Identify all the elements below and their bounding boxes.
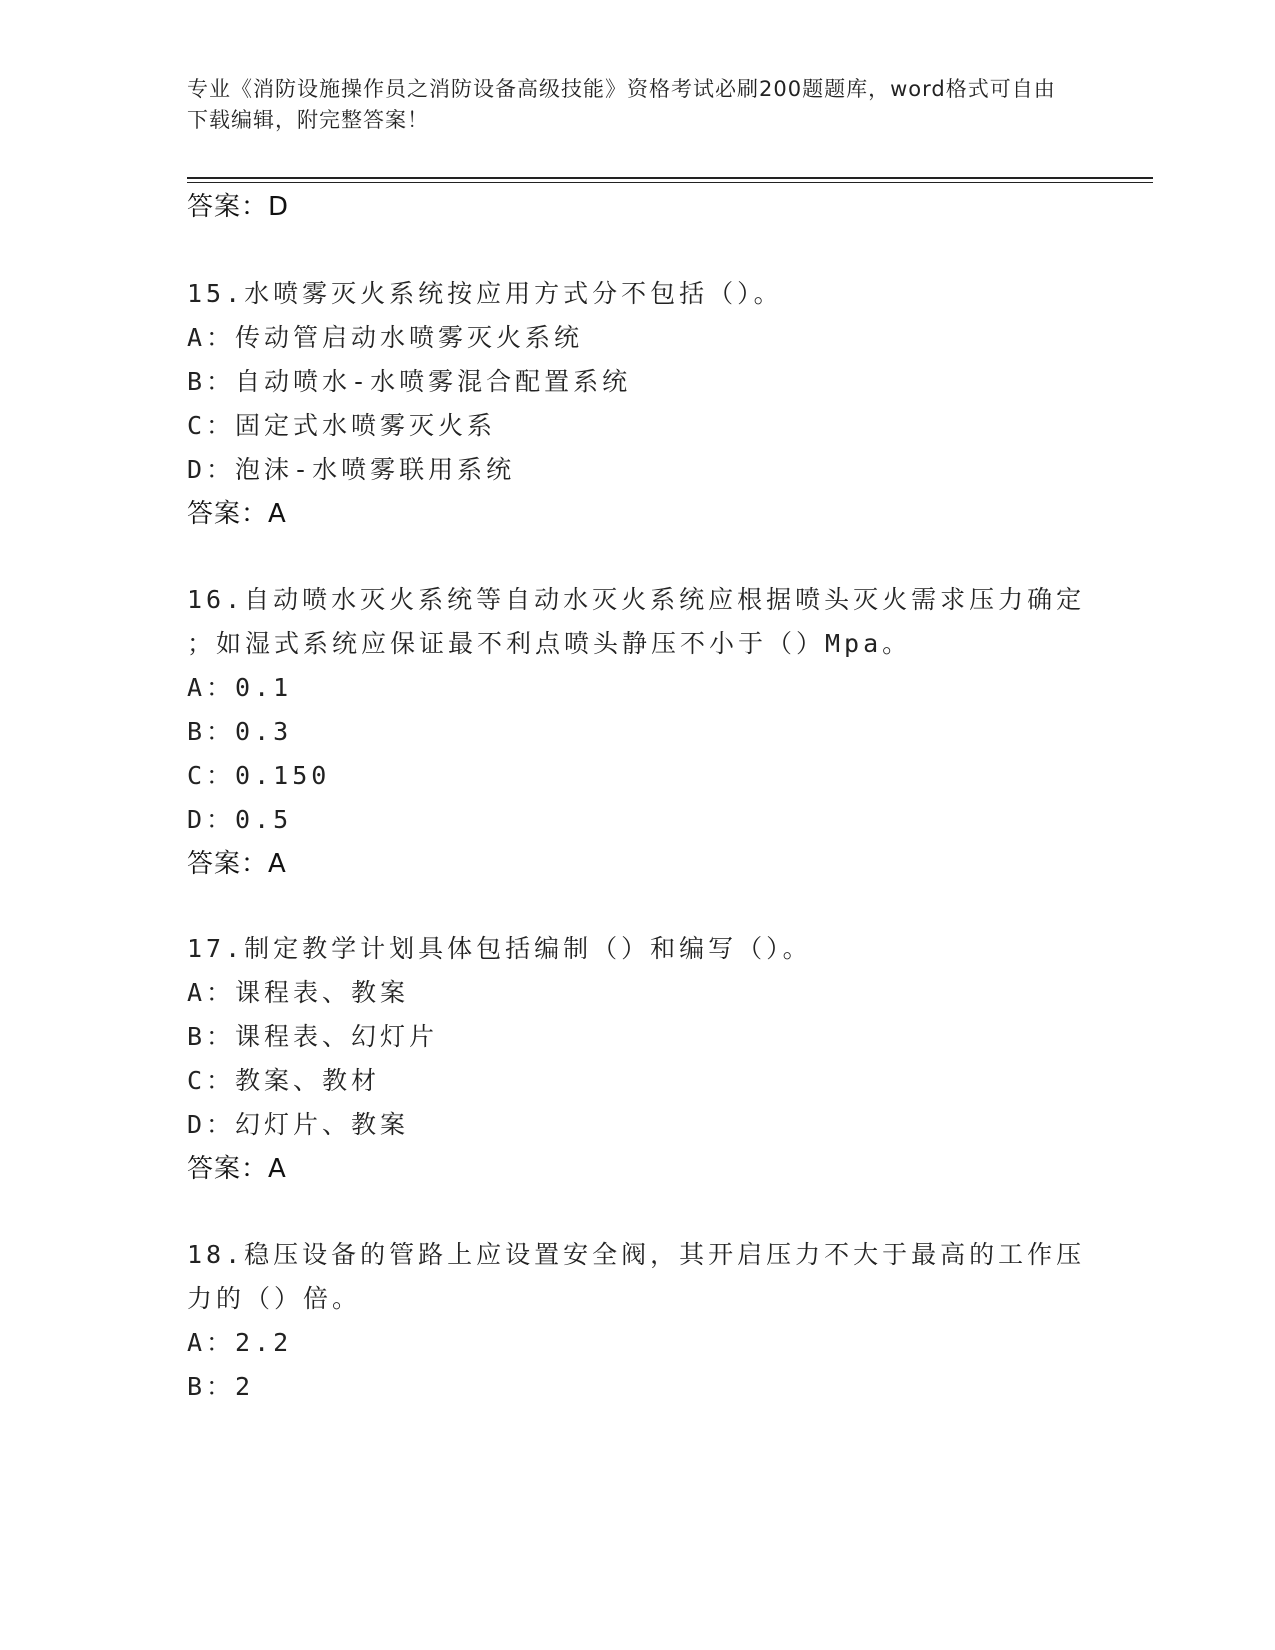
question-stem: 17.制定教学计划具体包括编制（）和编写（）。: [187, 934, 812, 963]
option-d: D：泡沫-水喷雾联用系统: [187, 455, 516, 484]
option-b: B：自动喷水-水喷雾混合配置系统: [187, 367, 632, 396]
option-a: A：2.2: [187, 1328, 293, 1357]
answer-label: 答案：A: [187, 1154, 287, 1184]
option-b: B：0.3: [187, 717, 293, 746]
answer-label: 答案：A: [187, 849, 287, 879]
question-stem: 16.自动喷水灭火系统等自动水灭火系统应根据喷头灭火需求压力确定: [187, 585, 1086, 614]
option-b: B：课程表、幻灯片: [187, 1022, 439, 1051]
option-d: D：幻灯片、教案: [187, 1110, 410, 1139]
option-c: C：固定式水喷雾灭火系: [187, 411, 497, 440]
header-divider: [187, 177, 1153, 179]
option-b: B：2: [187, 1372, 255, 1401]
question-stem: 15.水喷雾灭火系统按应用方式分不包括（）。: [187, 279, 783, 308]
option-d: D：0.5: [187, 805, 293, 834]
header-divider-thin: [187, 182, 1153, 183]
answer-label: 答案：D: [187, 192, 290, 222]
question-stem-continued: ；如湿式系统应保证最不利点喷头静压不小于（）Mpa。: [187, 629, 912, 658]
option-c: C：0.150: [187, 761, 331, 790]
answer-label: 答案：A: [187, 499, 287, 529]
question-stem: 18.稳压设备的管路上应设置安全阀，其开启压力不大于最高的工作压: [187, 1240, 1086, 1269]
document-header: 专业《消防设施操作员之消防设备高级技能》资格考试必刷200题题库，word格式可自由下载编辑，附完整答案！: [187, 77, 1056, 132]
option-c: C：教案、教材: [187, 1066, 381, 1095]
option-a: A：课程表、教案: [187, 978, 410, 1007]
question-stem-continued: 力的（）倍。: [187, 1284, 362, 1313]
option-a: A：0.1: [187, 673, 293, 702]
option-a: A：传动管启动水喷雾灭火系统: [187, 323, 584, 352]
